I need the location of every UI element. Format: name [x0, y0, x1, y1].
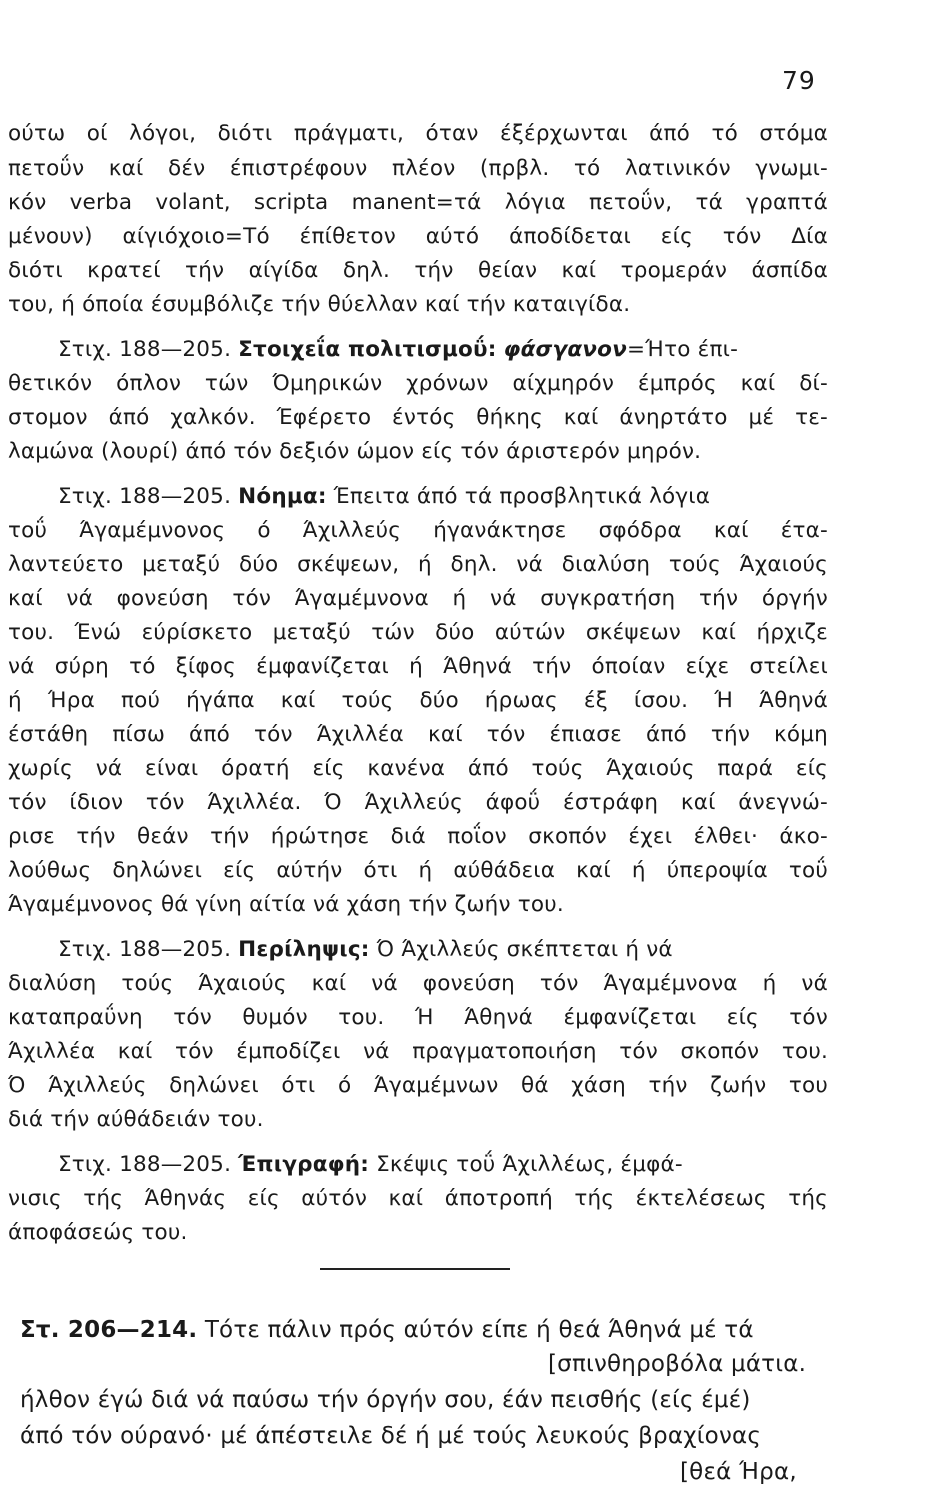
- text-line: [20, 1318, 929, 1343]
- text-line: λούθως δηλώνει είς αύτήν ότι ή αύθάδεια καί ή ύπεροψία τοΰ: [8, 858, 828, 883]
- text-line: ή Ήρα πού ήγάπα καί τούς δύο ήρωας έξ ίσου. Ή Άθηνά: [8, 688, 828, 713]
- text-line: πετοΰν καί δέν έπιστρέφουν πλέον (πρβλ. τό λατινικόν γνωμι-: [8, 156, 828, 181]
- text-line: [58, 1152, 929, 1177]
- text-line: άπό τόν ούρανό· μέ άπέστειλε δέ ή μέ τούς λευκούς βραχίονας: [20, 1423, 762, 1449]
- text-run: Τότε πάλιν πρός αύτόν είπε ή θεά Άθηνά μέ τά: [204, 1317, 754, 1343]
- section-divider: [320, 1268, 510, 1270]
- text-line: νισις τής Άθηνάς είς αύτόν καί άποτροπή τής έκτελέσεως τής: [8, 1186, 828, 1211]
- verse-ref: Στιχ. 188—205.: [58, 337, 232, 362]
- text-line: νά σύρη τό ξίφος έμφανίζεται ή Άθηνά τήν όποίαν είχε στείλει: [8, 654, 828, 679]
- verse-ref: Στ. 206—214.: [20, 1317, 198, 1343]
- text-line: χωρίς νά είναι όρατή είς κανένα άπό τούς Άχαιούς παρά είς: [8, 756, 828, 781]
- text-line: [θεά Ήρα,: [680, 1459, 797, 1485]
- page-number: 79: [782, 66, 816, 95]
- text-line: [σπινθηροβόλα μάτια.: [548, 1351, 807, 1377]
- text-run: Έπειτα άπό τά προσβλητικά λόγια: [333, 484, 711, 509]
- term: φάσγανον: [503, 337, 627, 362]
- text-line: καί νά φονεύση τόν Άγαμέμνονα ή νά συγκρατήση τήν όργήν: [8, 586, 828, 611]
- text-line: έστάθη πίσω άπό τόν Άχιλλέα καί τόν έπιασε άπό τήν κόμη: [8, 722, 828, 747]
- text-line: διότι κρατεί τήν αίγίδα δηλ. τήν θείαν καί τρομεράν άσπίδα: [8, 258, 828, 283]
- text-line: λαντεύετο μεταξύ δύο σκέψεων, ή δηλ. νά διαλύση τούς Άχαιούς: [8, 552, 828, 577]
- text-line: καταπραΰνη τόν θυμόν του. Ή Άθηνά έμφανίζεται είς τόν: [8, 1005, 828, 1030]
- text-line: Άγαμέμνονος θά γίνη αίτία νά χάση τήν ζωήν του.: [8, 892, 564, 917]
- verse-ref: Στιχ. 188—205.: [58, 1152, 232, 1177]
- verse-ref: Στιχ. 188—205.: [58, 937, 232, 962]
- text-line: Άχιλλέα καί τόν έμποδίζει νά πραγματοποιήση τόν σκοπόν του.: [8, 1039, 828, 1064]
- text-run: Ό Άχιλλεύς σκέπτεται ή νά: [376, 937, 673, 962]
- text-line: τόν ίδιον τόν Άχιλλέα. Ό Άχιλλεύς άφοΰ έστράφη καί άνεγνώ-: [8, 790, 828, 815]
- text-line: μένουν) αίγιόχοιο=Τό έπίθετον αύτό άποδίδεται είς τόν Δία: [8, 224, 828, 249]
- text-line: [58, 484, 929, 509]
- section-heading: Στοιχεΐα πολιτισμοΰ:: [238, 337, 497, 362]
- section-heading: Περίληψις:: [238, 937, 370, 962]
- text-line: [58, 937, 929, 962]
- text-line: του, ή όποία έσυμβόλιζε τήν θύελλαν καί τήν καταιγίδα.: [8, 292, 631, 317]
- section-heading: Έπιγραφή:: [238, 1152, 370, 1177]
- text-line: [58, 337, 929, 362]
- verse-ref: Στιχ. 188—205.: [58, 484, 232, 509]
- text-line: Ό Άχιλλεύς δηλώνει ότι ό Άγαμέμνων θά χάση τήν ζωήν του: [8, 1073, 828, 1098]
- text-line: ούτω οί λόγοι, διότι πράγματι, όταν έξέρχωνται άπό τό στόμα: [8, 121, 828, 146]
- section-heading: Νόημα:: [238, 484, 327, 509]
- text-line: άποφάσεώς του.: [8, 1220, 188, 1245]
- text-line: διά τήν αύθάδειάν του.: [8, 1107, 264, 1132]
- text-line: ήλθον έγώ διά νά παύσω τήν όργήν σου, έάν πεισθής (είς έμέ): [20, 1387, 751, 1413]
- text-line: του. Ένώ εύρίσκετο μεταξύ τών δύο αύτών σκέψεων καί ήρχιζε: [8, 620, 828, 645]
- text-line: λαμώνα (λουρί) άπό τόν δεξιόν ώμον είς τόν άριστερόν μηρόν.: [8, 439, 702, 464]
- text-run: =Ήτο έπι-: [626, 337, 739, 362]
- text-line: κόν verba volant, scripta manent=τά λόγια πετοΰν, τά γραπτά: [8, 190, 828, 215]
- text-line: θετικόν όπλον τών Όμηρικών χρόνων αίχμηρόν έμπρός καί δί-: [8, 371, 828, 396]
- text-run: Σκέψις τοΰ Άχιλλέως, έμφά-: [376, 1152, 683, 1177]
- text-line: ρισε τήν θεάν τήν ήρώτησε διά ποΐον σκοπόν έχει έλθει· άκο-: [8, 824, 828, 849]
- text-line: διαλύση τούς Άχαιούς καί νά φονεύση τόν Άγαμέμνονα ή νά: [8, 971, 828, 996]
- text-line: τοΰ Άγαμέμνονος ό Άχιλλεύς ήγανάκτησε σφόδρα καί έτα-: [8, 518, 828, 543]
- text-line: στομον άπό χαλκόν. Έφέρετο έντός θήκης καί άνηρτάτο μέ τε-: [8, 405, 828, 430]
